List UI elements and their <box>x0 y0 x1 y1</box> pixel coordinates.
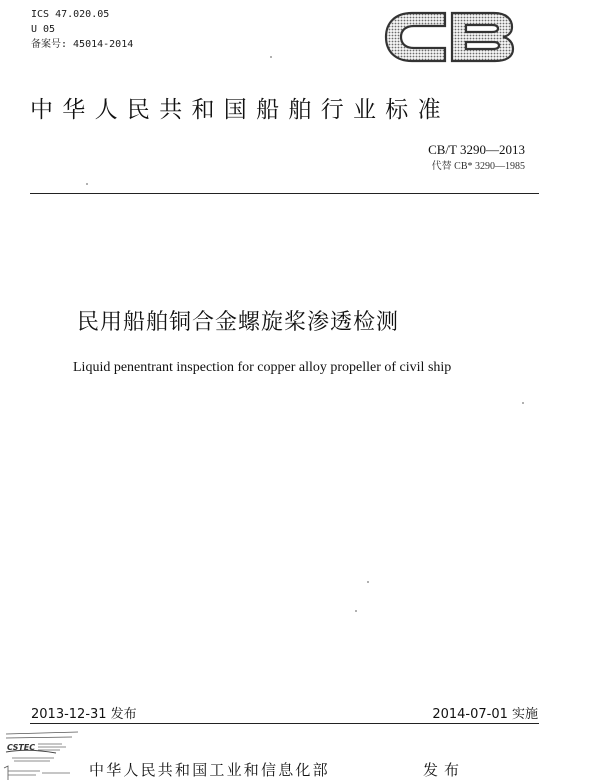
publisher-name: 中华人民共和国工业和信息化部 <box>89 761 330 779</box>
scan-speck <box>86 183 88 185</box>
standard-code: CB/T 3290—2013 <box>428 142 525 157</box>
publish-label: 发布 <box>423 761 466 779</box>
svg-text:CSTEC: CSTEC <box>7 743 36 752</box>
standard-code-block <box>428 141 525 174</box>
scan-speck <box>355 610 357 612</box>
effective-date: 2014-07-01 实施 <box>432 707 538 722</box>
top-divider <box>30 193 539 194</box>
replaces-code: 代替 CB* 3290—1985 <box>431 161 525 172</box>
classification-code: U 05 <box>31 24 56 35</box>
scan-speck <box>522 402 524 404</box>
scan-speck <box>270 56 272 58</box>
bottom-divider <box>30 723 539 724</box>
scan-speck <box>367 581 369 583</box>
standard-title-english: Liquid penentrant inspection for copper alloy propeller of civil ship <box>73 360 452 375</box>
record-number: 备案号: 45014-2014 <box>31 39 134 50</box>
main-title: 中华人民共和国船舶行业标准 <box>30 97 450 123</box>
issue-date: 2013-12-31 发布 <box>31 707 137 722</box>
standard-title-chinese: 民用船舶铜合金螺旋桨渗透检测 <box>77 310 400 335</box>
ics-code: ICS 47.020.05 <box>31 9 110 20</box>
cb-standard-logo-icon <box>382 7 516 67</box>
library-stamp-icon <box>0 728 88 781</box>
